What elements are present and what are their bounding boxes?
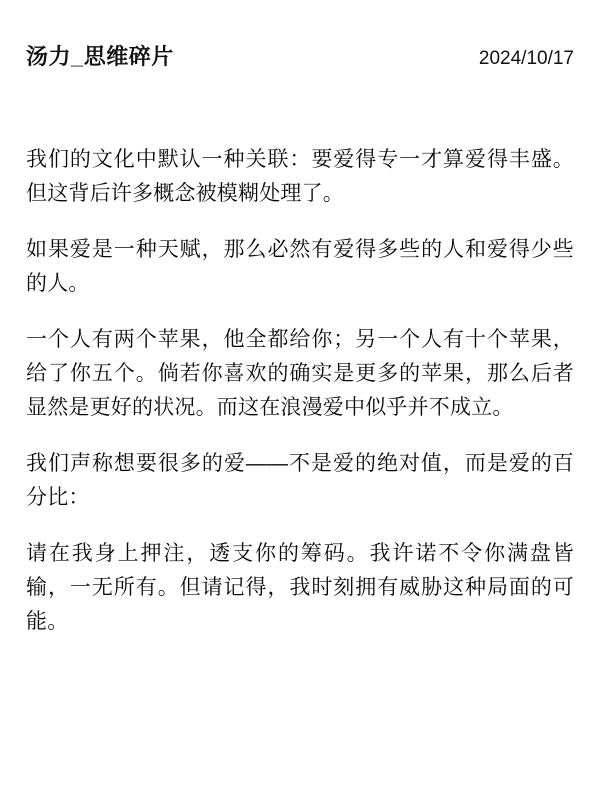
page-title: 汤力_思维碎片 [26,44,174,69]
paragraph: 请在我身上押注，透支你的筹码。我许诺不令你满盘皆输，一无所有。但请记得，我时刻拥有威胁这种局面的可能。 [26,542,574,634]
paragraph: 我们的文化中默认一种关联：要爱得专一才算爱得丰盛。但这背后许多概念被模糊处理了。 [26,148,574,206]
paragraph: 如果爱是一种天赋，那么必然有爱得多些的人和爱得少些的人。 [26,238,574,296]
paragraph: 一个人有两个苹果，他全都给你；另一个人有十个苹果，给了你五个。倘若你喜欢的确实是更多的苹果，那么后者显然是更好的状况。而这在浪漫爱中似乎并不成立。 [26,328,574,420]
document-date: 2024/10/17 [478,48,574,69]
paragraph: 我们声称想要很多的爱——不是爱的绝对值，而是爱的百分比： [26,452,574,510]
document-body [24,143,576,639]
document-header [24,40,576,71]
